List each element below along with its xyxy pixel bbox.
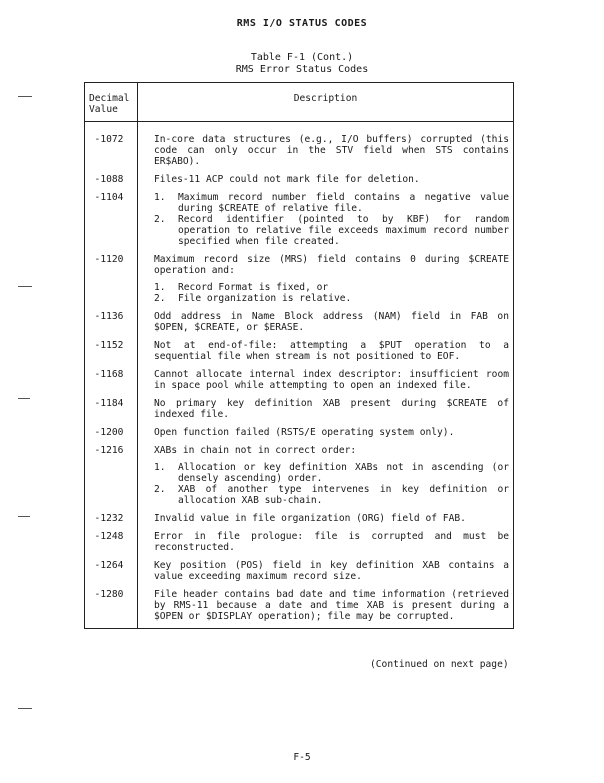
table-row [85,311,514,340]
status-codes-table [84,82,514,629]
description-text: File header contains bad date and time information (retrieved by RMS-11 because a date and time XAB is present during a $OPEN or $DISPLAY operation); file may be corrupted. [154,589,509,622]
status-code: -1264 [85,560,138,589]
table-title: RMS Error Status Codes [235,64,369,75]
description-text: Cannot allocate internal index descriptor: insufficient room in space pool while attempting to open an indexed file. [154,369,509,391]
description-list [154,192,509,247]
status-description [138,427,514,445]
status-description [138,531,514,560]
status-description [138,513,514,531]
margin-mark [18,516,30,517]
description-text: Odd address in Name Block address (NAM) field in FAB on $OPEN, $CREATE, or $ERASE. [154,311,509,333]
table-row [85,560,514,589]
list-item-number: 1. [154,192,166,203]
description-text: No primary key definition XAB present during $CREATE of indexed file. [154,398,509,420]
margin-mark [18,286,32,287]
status-description [138,369,514,398]
list-item-number: 2. [154,293,166,304]
table-row [85,192,514,254]
table-row [85,369,514,398]
column-header-description: Description [138,83,514,122]
description-text: In-core data structures (e.g., I/O buffers) corrupted (this code can only occur in the STV field when STS contains ER$ABO). [154,134,509,167]
description-text: Error in file prologue: file is corrupted and must be reconstructed. [154,531,509,553]
page-number: F-5 [293,752,311,763]
status-description [138,254,514,311]
table-caption [0,52,604,76]
description-list [154,282,509,304]
description-list [154,462,509,506]
status-code: -1120 [85,254,138,311]
description-text: Key position (POS) field in key definition XAB contains a value exceeding maximum record size. [154,560,509,582]
description-text: XABs in chain not in correct order: [154,445,357,456]
table-row [85,513,514,531]
status-description [138,398,514,427]
status-description [138,192,514,254]
status-code: -1248 [85,531,138,560]
list-item [154,282,509,293]
status-code: -1152 [85,340,138,369]
description-text: Files-11 ACP could not mark file for deletion. [154,174,420,185]
status-code: -1072 [85,122,138,175]
status-code: -1184 [85,398,138,427]
list-item-text: XAB of another type intervenes in key definition or allocation XAB sub-chain. [178,484,509,506]
list-item [154,462,509,484]
list-item-text: Record identifier (pointed to by KBF) for random operation to relative file exceeds maximum record number specified when file created. [178,214,509,247]
status-description [138,560,514,589]
description-text: Maximum record size (MRS) field contains 0 during $CREATE operation and: [154,254,509,276]
table-row [85,445,514,513]
description-text: Not at end-of-file: attempting a $PUT operation to a sequential file when stream is not positioned to EOF. [154,340,509,362]
status-code: -1088 [85,174,138,192]
running-header: RMS I/O STATUS CODES [236,18,368,29]
status-code: -1104 [85,192,138,254]
list-item [154,214,509,247]
list-item [154,293,509,304]
table-row [85,122,514,175]
margin-mark [18,398,30,399]
table-row [85,254,514,311]
list-item-text: Maximum record number field contains a negative value during $CREATE of relative file. [178,192,509,214]
status-code: -1280 [85,589,138,629]
list-item-text: Record Format is fixed, or [178,282,329,293]
status-code: -1168 [85,369,138,398]
continued-note: (Continued on next page) [370,659,509,670]
status-description [138,340,514,369]
status-description [138,445,514,513]
table-number: Table F-1 (Cont.) [250,52,354,63]
status-code: -1232 [85,513,138,531]
table-body [85,122,514,629]
table-row [85,427,514,445]
status-description [138,174,514,192]
status-description [138,589,514,629]
list-item [154,484,509,506]
table-row [85,174,514,192]
list-item-number: 2. [154,214,166,225]
table-row [85,589,514,629]
table-row [85,340,514,369]
column-header-decimal-value: Decimal Value [85,83,138,122]
status-code: -1216 [85,445,138,513]
margin-mark [18,96,32,97]
status-description [138,122,514,175]
table-row [85,398,514,427]
list-item-text: Allocation or key definition XABs not in ascending (or densely ascending) order. [178,462,509,484]
list-item-number: 1. [154,282,166,293]
list-item [154,192,509,214]
status-code: -1136 [85,311,138,340]
status-description [138,311,514,340]
list-item-number: 2. [154,484,166,495]
list-item-number: 1. [154,462,166,473]
description-text: Open function failed (RSTS/E operating system only). [154,427,455,438]
status-code: -1200 [85,427,138,445]
margin-mark [18,708,32,709]
list-item-text: File organization is relative. [178,293,352,304]
description-text: Invalid value in file organization (ORG) field of FAB. [154,513,466,524]
table-row [85,531,514,560]
